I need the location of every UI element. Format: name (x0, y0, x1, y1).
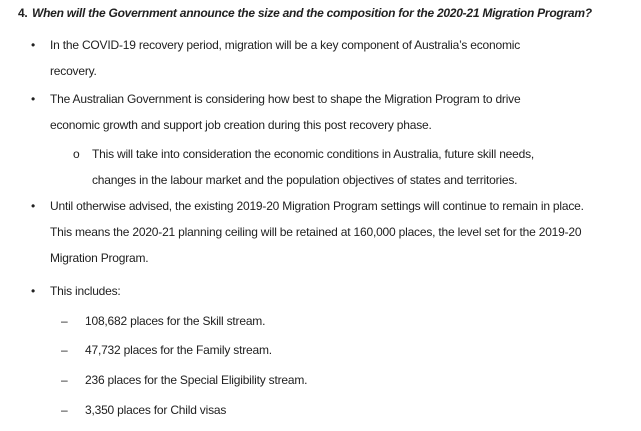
bullet-item-planning-ceiling (0, 193, 641, 271)
question-number: 4. (18, 6, 28, 20)
paragraph-line: recovery. (50, 64, 97, 78)
paragraph-line: 236 places for the Special Eligibility stream. (85, 373, 308, 387)
paragraph-line: This means the 2020-21 planning ceiling will be retained at 160,000 places, the level set for the 2019-20 (50, 225, 582, 239)
bullet-item-this-includes (0, 278, 641, 304)
dash-item-family-stream (0, 337, 641, 363)
paragraph-line: In the COVID-19 recovery period, migration will be a key component of Australia’s economic (50, 38, 521, 52)
paragraph-line: This includes: (50, 284, 121, 298)
bullet-icon: • (31, 92, 36, 106)
dash-item-special-eligibility-stream (0, 367, 641, 393)
paragraph-line: 47,732 places for the Family stream. (85, 343, 272, 357)
paragraph-line: 3,350 places for Child visas (85, 403, 227, 417)
paragraph-line: Migration Program. (50, 251, 149, 265)
sub-bullet-item-considerations (0, 141, 641, 193)
circle-bullet-icon: o (73, 147, 80, 161)
paragraph-line: The Australian Government is considering how best to shape the Migration Program to drive (50, 92, 521, 106)
bullet-icon: • (31, 284, 36, 298)
bullet-item-covid-recovery (0, 32, 641, 84)
bullet-item-government-considering (0, 86, 641, 138)
bullet-icon: • (31, 199, 36, 213)
paragraph-line: This will take into consideration the economic conditions in Australia, future skill needs, (92, 147, 535, 161)
bullet-icon: • (31, 38, 36, 52)
dash-icon: – (61, 373, 68, 387)
question-title: When will the Government announce the size and the composition for the 2020-21 Migration Program? (32, 6, 592, 20)
paragraph-line: Until otherwise advised, the existing 2019-20 Migration Program settings will continue to remain in place. (50, 199, 584, 213)
dash-item-child-visas (0, 397, 641, 423)
question-heading (0, 2, 641, 24)
paragraph-line: changes in the labour market and the population objectives of states and territories. (92, 173, 518, 187)
dash-icon: – (61, 314, 68, 328)
paragraph-line: 108,682 places for the Skill stream. (85, 314, 266, 328)
dash-icon: – (61, 343, 68, 357)
paragraph-line: economic growth and support job creation during this post recovery phase. (50, 118, 432, 132)
dash-icon: – (61, 403, 68, 417)
dash-item-skill-stream (0, 308, 641, 334)
